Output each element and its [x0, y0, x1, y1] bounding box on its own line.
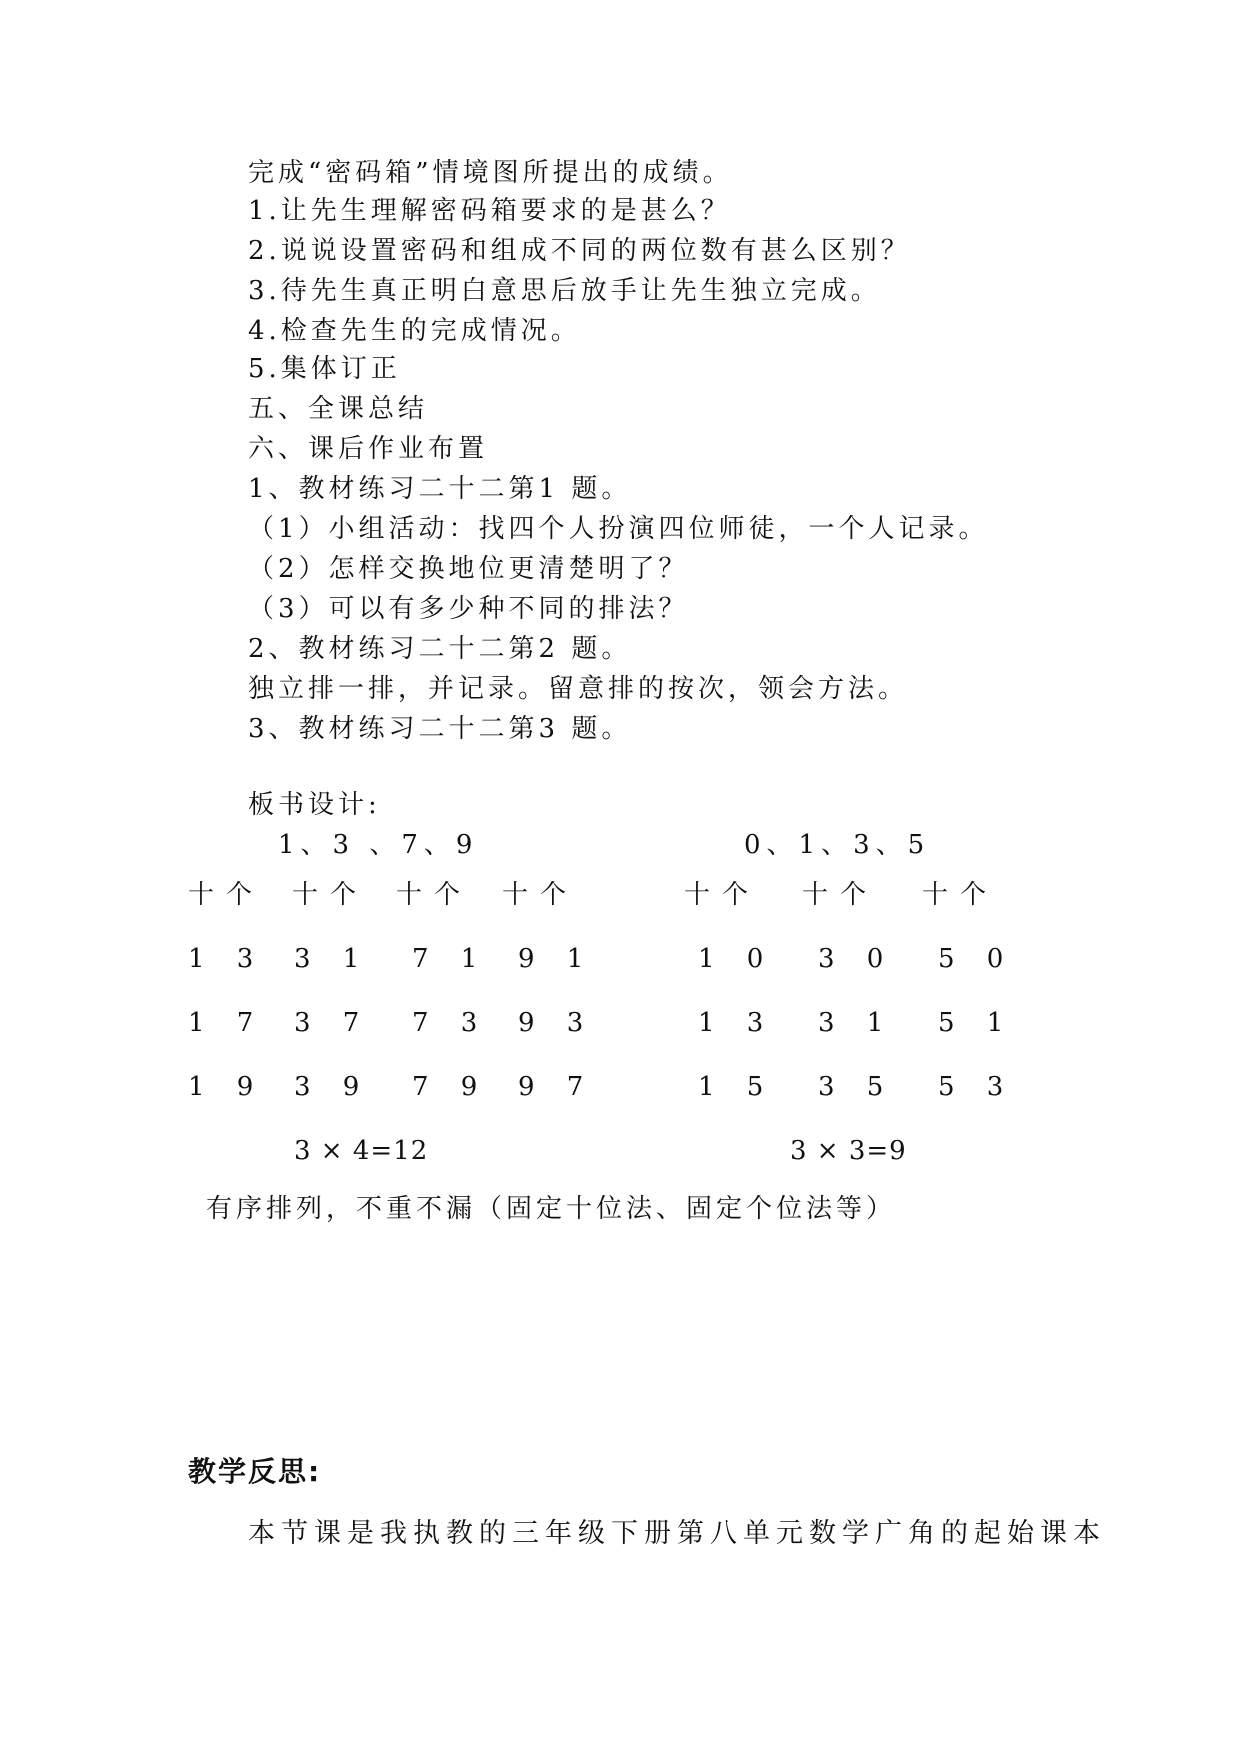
step-3: 3.待先生真正明白意思后放手让先生独立完成。	[248, 276, 881, 306]
left-cell: 3 1	[294, 944, 372, 974]
left-cell: 1 7	[188, 1008, 266, 1038]
step-1: 1.让先生理解密码箱要求的是甚么？	[248, 196, 731, 226]
right-col-header-3: 十个	[922, 880, 999, 910]
homework-1-item-3: （3）可以有多少种不同的排法？	[248, 594, 689, 624]
right-cell: 3 1	[818, 1008, 896, 1038]
homework-1: 1、教材练习二十二第1 题。	[248, 474, 632, 504]
left-cell: 7 9	[412, 1072, 490, 1102]
right-cell: 5 0	[938, 944, 1016, 974]
left-cell: 3 7	[294, 1008, 372, 1038]
section-5-heading: 五、全课总结	[248, 394, 429, 424]
left-cell: 1 9	[188, 1072, 266, 1102]
left-cell: 9 3	[518, 1008, 596, 1038]
left-cell: 9 7	[518, 1072, 596, 1102]
homework-1-item-1: （1）小组活动：找四个人扮演四位师徒，一个人记录。	[248, 514, 989, 544]
left-cell: 7 1	[412, 944, 490, 974]
left-col-header-1: 十个	[188, 880, 265, 910]
step-4: 4.检查先生的完成情况。	[248, 316, 581, 346]
board-summary: 有序排列，不重不漏（固定十位法、固定个位法等）	[206, 1194, 897, 1224]
left-cell: 9 1	[518, 944, 596, 974]
board-design-title: 板书设计:	[248, 790, 381, 820]
left-cell: 1 3	[188, 944, 266, 974]
left-col-header-4: 十个	[502, 880, 579, 910]
homework-3: 3、教材练习二十二第3 题。	[248, 714, 632, 744]
left-col-header-3: 十个	[396, 880, 473, 910]
right-formula: 3 × 3=9	[790, 1136, 907, 1166]
homework-2-note: 独立排一排，并记录。留意排的按次，领会方法。	[248, 674, 909, 704]
right-cell: 1 0	[698, 944, 776, 974]
left-digit-set: 1、3 、7、9	[278, 830, 479, 860]
right-col-header-1: 十个	[684, 880, 761, 910]
left-cell: 7 3	[412, 1008, 490, 1038]
reflection-text: 本节课是我执教的三年级下册第八单元数学广角的起始课本	[248, 1518, 1106, 1549]
step-5: 5.集体订正	[248, 354, 401, 384]
left-formula: 3 × 4=12	[294, 1136, 429, 1166]
homework-2: 2、教材练习二十二第2 题。	[248, 634, 632, 664]
step-2: 2.说说设置密码和组成不同的两位数有甚么区别？	[248, 236, 911, 266]
right-cell: 5 3	[938, 1072, 1016, 1102]
section-6-heading: 六、课后作业布置	[248, 434, 489, 464]
right-cell: 1 3	[698, 1008, 776, 1038]
right-digit-set: 0、1、3、5	[744, 830, 931, 860]
right-cell: 5 1	[938, 1008, 1016, 1038]
right-col-header-2: 十个	[802, 880, 879, 910]
right-cell: 3 5	[818, 1072, 896, 1102]
intro-line: 完成“密码箱”情境图所提出的成绩。	[248, 158, 733, 188]
left-col-header-2: 十个	[292, 880, 369, 910]
reflection-heading: 教学反思:	[188, 1455, 322, 1488]
right-cell: 3 0	[818, 944, 896, 974]
right-cell: 1 5	[698, 1072, 776, 1102]
left-cell: 3 9	[294, 1072, 372, 1102]
homework-1-item-2: （2）怎样交换地位更清楚明了？	[248, 554, 689, 584]
